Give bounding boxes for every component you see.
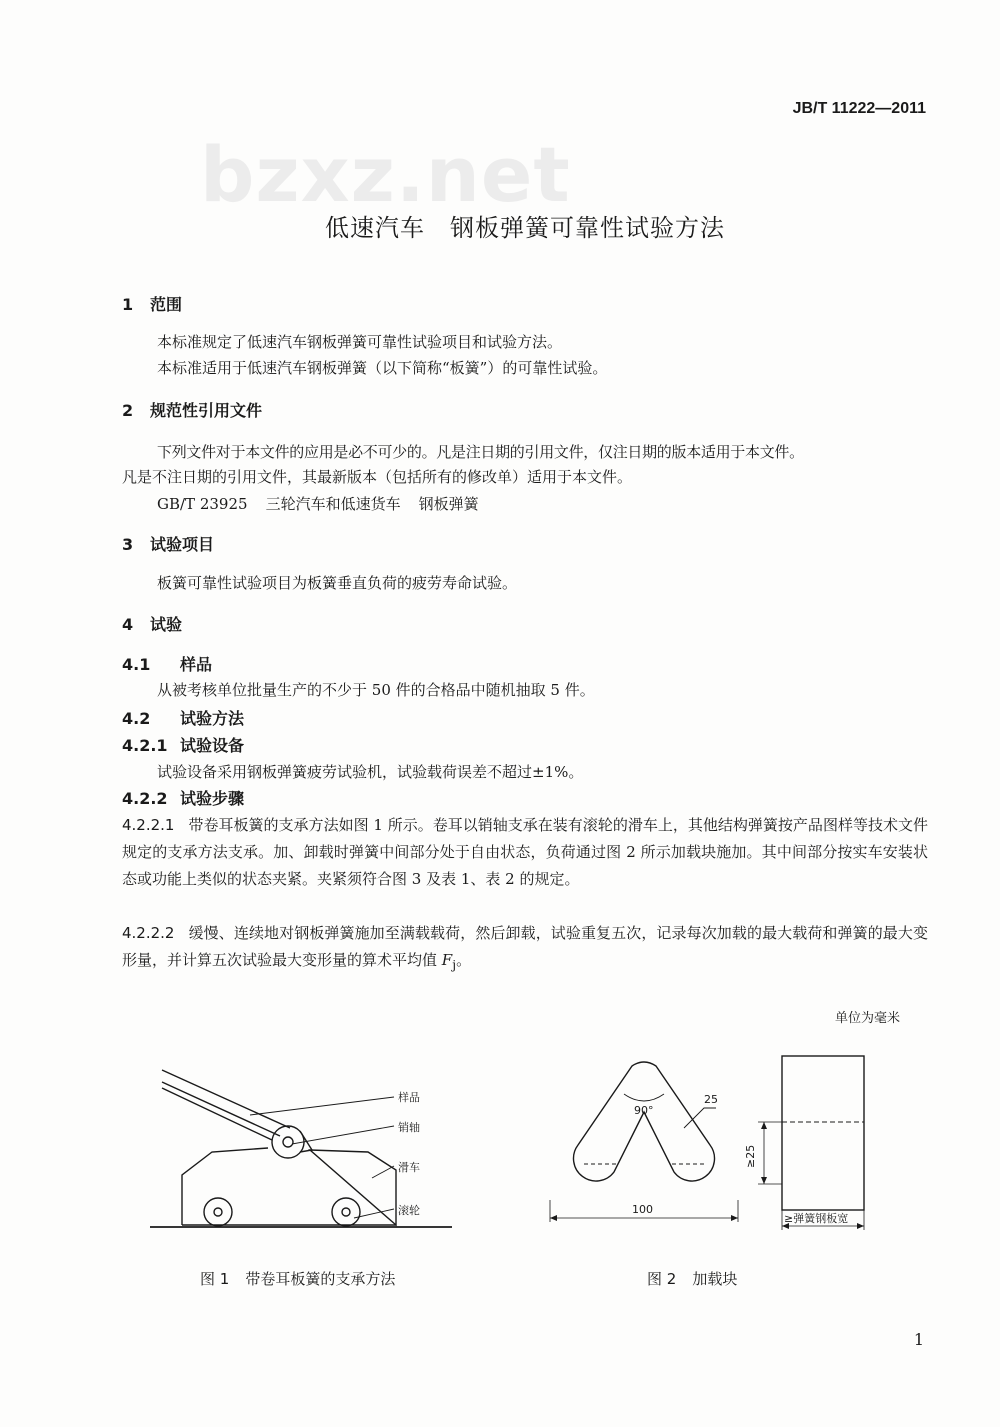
- variable-symbol: F: [441, 951, 453, 969]
- section-title: 样品: [180, 655, 213, 674]
- unit-note: 单位为毫米: [834, 1011, 900, 1026]
- figure-1-diagram: [140, 1060, 460, 1240]
- figure-2-caption: [647, 1268, 737, 1289]
- height-extension-lines: [758, 1122, 782, 1184]
- radius-leader: [684, 1108, 716, 1128]
- spring-eye: [272, 1126, 304, 1158]
- caption-number: 图 2: [647, 1270, 677, 1288]
- leader-cart: [372, 1166, 394, 1178]
- height-arrow-bottom: [761, 1177, 767, 1184]
- section-number: 4.1: [122, 655, 151, 674]
- section-4-2-2-2-paragraph: [122, 920, 928, 978]
- section-4-heading: [122, 612, 182, 635]
- section-title: 规范性引用文件: [150, 401, 263, 420]
- label-cart: 滑车: [398, 1161, 420, 1174]
- block-width-label: ≥弹簧钢板宽: [784, 1212, 849, 1225]
- side-view-block: [782, 1056, 864, 1210]
- section-number: 4.2: [122, 709, 151, 728]
- clause-text: 带卷耳板簧的支承方法如图 1 所示。卷耳以销轴支承在装有滚轮的滑车上，其他结构弹簧按产品图样等技术文件规定的支承方法支承。加、卸载时弹簧中间部分处于自由状态，负荷通过图 2 所示加载块施加。其中间部分按实车安装状态或功能上类似的状态夹紧。夹紧须符合图 3 及表 1、表 2 的规定。: [122, 816, 928, 888]
- clause-text: 缓慢、连续地对钢板弹簧施加至满载载荷，然后卸载，试验重复五次，记录每次加载的最大载荷和弹簧的最大变形量，并计算五次试验最大变形量的算术平均值: [122, 924, 928, 969]
- section-4-1-heading: [122, 652, 212, 675]
- section-4-1-text: 从被考核单位批量生产的不少于 50 件的合格品中随机抽取 5 件。: [157, 681, 595, 699]
- reference-title: 三轮汽车和低速货车: [265, 495, 401, 513]
- standard-code: JB/T 11222—2011: [792, 100, 926, 117]
- section-number: 3: [122, 535, 134, 554]
- spring-leaf-upper: [162, 1070, 290, 1128]
- section-4-2-1-heading: [122, 733, 244, 756]
- section-title: 试验项目: [150, 535, 215, 554]
- section-title: 试验设备: [180, 736, 245, 755]
- watermark: bzxz.net: [200, 130, 571, 219]
- clause-number: 4.2.2.2: [122, 924, 175, 942]
- reference-code: GB/T 23925: [157, 495, 248, 513]
- section-3-heading: [122, 532, 214, 555]
- section-1-paragraph-1: 本标准规定了低速汽车钢板弹簧可靠性试验项目和试验方法。: [157, 333, 563, 351]
- roller-right: [332, 1198, 360, 1226]
- label-pin: 销轴: [398, 1121, 420, 1134]
- section-1-paragraph-2: 本标准适用于低速汽车钢板弹簧（以下简称“板簧”）的可靠性试验。: [157, 359, 608, 377]
- angle-label: 90°: [634, 1104, 654, 1117]
- leader-sample: [250, 1097, 394, 1115]
- radius-label: 25: [704, 1093, 718, 1106]
- width-arrow-right: [731, 1215, 738, 1221]
- label-sample: 样品: [398, 1091, 420, 1104]
- section-1-heading: [122, 292, 182, 315]
- roller-left: [204, 1198, 232, 1226]
- roller-right-hub: [342, 1208, 350, 1216]
- section-title: 试验方法: [180, 709, 245, 728]
- caption-text: 带卷耳板簧的支承方法: [245, 1270, 396, 1288]
- document-title: 低速汽车 钢板弹簧可靠性试验方法: [325, 214, 725, 242]
- width-label: 100: [632, 1203, 653, 1216]
- section-number: 1: [122, 295, 134, 314]
- section-2-paragraph-1-cont: 凡是不注日期的引用文件，其最新版本（包括所有的修改单）适用于本文件。: [122, 468, 633, 486]
- normative-reference: [157, 492, 479, 516]
- caption-number: 图 1: [200, 1270, 230, 1288]
- section-number: 2: [122, 401, 134, 420]
- section-2-heading: [122, 398, 262, 421]
- angle-arc: [624, 1094, 664, 1101]
- leader-pin: [292, 1126, 394, 1144]
- width-arrow-left: [550, 1215, 557, 1221]
- roller-left-hub: [214, 1208, 222, 1216]
- loading-block-outline: [574, 1062, 715, 1181]
- label-roller: 滚轮: [398, 1204, 420, 1217]
- section-4-2-heading: [122, 706, 244, 729]
- variable-subscript: j: [452, 957, 457, 972]
- block-width-arrow-right: [857, 1223, 864, 1229]
- reference-subtitle: 钢板弹簧: [418, 495, 479, 513]
- height-label: ≥25: [744, 1144, 757, 1168]
- section-3-paragraph: 板簧可靠性试验项目为板簧垂直负荷的疲劳寿命试验。: [157, 574, 518, 592]
- section-title: 试验: [150, 615, 183, 634]
- section-2-paragraph-1: 下列文件对于本文件的应用是必不可少的。凡是注日期的引用文件，仅注日期的版本适用于本文件。: [157, 443, 804, 461]
- section-4-2-2-1-paragraph: [122, 812, 928, 893]
- section-4-2-2-heading: [122, 786, 244, 809]
- section-title: 试验步骤: [180, 789, 245, 808]
- spring-leaf-middle: [162, 1082, 280, 1136]
- section-number: 4: [122, 615, 134, 634]
- clause-end: 。: [456, 951, 472, 969]
- pin-shaft: [283, 1137, 293, 1147]
- clause-number: 4.2.2.1: [122, 816, 175, 834]
- page-number: 1: [913, 1330, 924, 1349]
- section-4-2-1-text: 试验设备采用钢板弹簧疲劳试验机，试验载荷误差不超过±1%。: [157, 763, 584, 781]
- section-number: 4.2.1: [122, 736, 168, 755]
- section-number: 4.2.2: [122, 789, 168, 808]
- caption-text: 加载块: [692, 1270, 738, 1288]
- figure-1-caption: [200, 1268, 395, 1289]
- figure-2-diagram: [520, 1050, 900, 1240]
- section-title: 范围: [150, 295, 183, 314]
- height-arrow-top: [761, 1122, 767, 1129]
